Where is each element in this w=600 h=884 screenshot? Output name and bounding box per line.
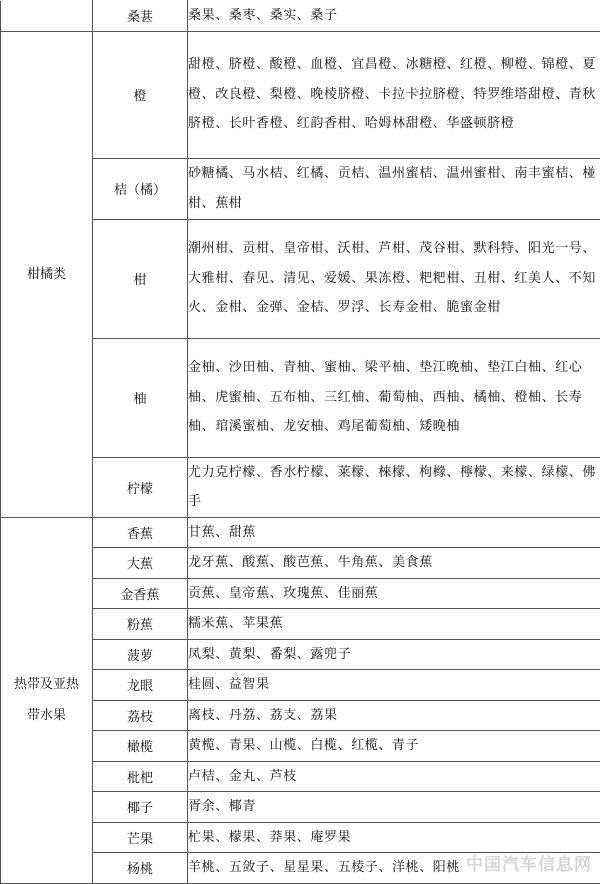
subcategory-cell: 橙	[93, 31, 188, 158]
aliases-cell: 杧果、檬果、莽果、庵罗果	[188, 822, 600, 853]
aliases-cell: 羊桃、五敛子、星星果、五棱子、洋桃、阳桃	[188, 853, 600, 884]
category-cell-blank	[1, 1, 93, 32]
subcategory-cell: 桑葚	[93, 1, 188, 32]
subcategory-cell: 芒果	[93, 822, 188, 853]
subcategory-cell: 柑	[93, 219, 188, 338]
subcategory-cell: 粉蕉	[93, 609, 188, 640]
category-label-line1: 热带及亚热	[1, 669, 92, 700]
aliases-cell: 砂糖橘、马水桔、红橘、贡桔、温州蜜桔、温州蜜柑、南丰蜜桔、椪柑、蕉柑	[188, 158, 600, 219]
aliases-cell: 胥余、椰青	[188, 792, 600, 823]
aliases-cell: 糯米蕉、苹果蕉	[188, 609, 600, 640]
subcategory-cell: 橄榄	[93, 731, 188, 762]
aliases-cell: 卢桔、金丸、芦枝	[188, 761, 600, 792]
subcategory-cell: 椰子	[93, 792, 188, 823]
subcategory-cell: 菠萝	[93, 639, 188, 670]
table-row	[1, 31, 600, 158]
table-row	[1, 517, 600, 548]
aliases-cell: 离枝、丹荔、荔支、荔果	[188, 700, 600, 731]
aliases-cell: 贡蕉、皇帝蕉、玫瑰蕉、佳丽蕉	[188, 578, 600, 609]
subcategory-cell: 龙眼	[93, 670, 188, 701]
subcategory-cell: 柠檬	[93, 457, 188, 517]
subcategory-cell: 柚	[93, 338, 188, 457]
table-row	[1, 1, 600, 32]
aliases-cell: 龙牙蕉、酸蕉、酸芭蕉、牛角蕉、美食蕉	[188, 548, 600, 579]
watermark-logo: 中国汽车信息网	[466, 850, 592, 875]
subcategory-cell: 杨桃	[93, 853, 188, 884]
aliases-cell: 尤力克柠檬、香水柠檬、莱檬、棶檬、枸橼、檸檬、来檬、绿檬、佛手	[188, 457, 600, 517]
aliases-cell: 黄榄、青果、山榄、白榄、红榄、青子	[188, 731, 600, 762]
category-cell-tropical	[1, 517, 93, 883]
aliases-cell: 金柚、沙田柚、青柚、蜜柚、梁平柚、垫江晚柚、垫江白柚、红心柚、虎蜜柚、五布柚、三红柚、葡萄柚、西柚、橘柚、橙柚、长寿柚、琯溪蜜柚、龙安柚、鸡尾葡萄柚、矮晚柚	[188, 338, 600, 457]
aliases-cell: 甜橙、脐橙、酸橙、血橙、宜昌橙、冰糖橙、红橙、柳橙、锦橙、夏橙、改良橙、梨橙、晚棱脐橙、卡拉卡拉脐橙、特罗维塔甜橙、青秋脐橙、长叶香橙、红韵香柑、哈姆林甜橙、华盛顿脐橙	[188, 31, 600, 158]
aliases-cell: 桑果、桑枣、桑实、桑子	[188, 1, 600, 32]
aliases-cell: 潮州柑、贡柑、皇帝柑、沃柑、芦柑、茂谷柑、默科特、阳光一号、大雅柑、春见、清见、爱媛、果冻橙、粑粑柑、丑柑、红美人、不知火、金柑、金弹、金桔、罗浮、长寿金柑、脆蜜金柑	[188, 219, 600, 338]
aliases-cell: 桂圆、益智果	[188, 670, 600, 701]
category-label-line2: 带水果	[1, 700, 92, 731]
subcategory-cell: 金香蕉	[93, 578, 188, 609]
aliases-cell: 凤梨、黄梨、番梨、露兜子	[188, 639, 600, 670]
subcategory-cell: 桔（橘）	[93, 158, 188, 219]
aliases-cell: 甘蕉、甜蕉	[188, 517, 600, 548]
category-cell-citrus: 柑橘类	[1, 31, 93, 517]
subcategory-cell: 大蕉	[93, 548, 188, 579]
subcategory-cell: 枇杷	[93, 761, 188, 792]
subcategory-cell: 荔枝	[93, 700, 188, 731]
subcategory-cell: 香蕉	[93, 517, 188, 548]
